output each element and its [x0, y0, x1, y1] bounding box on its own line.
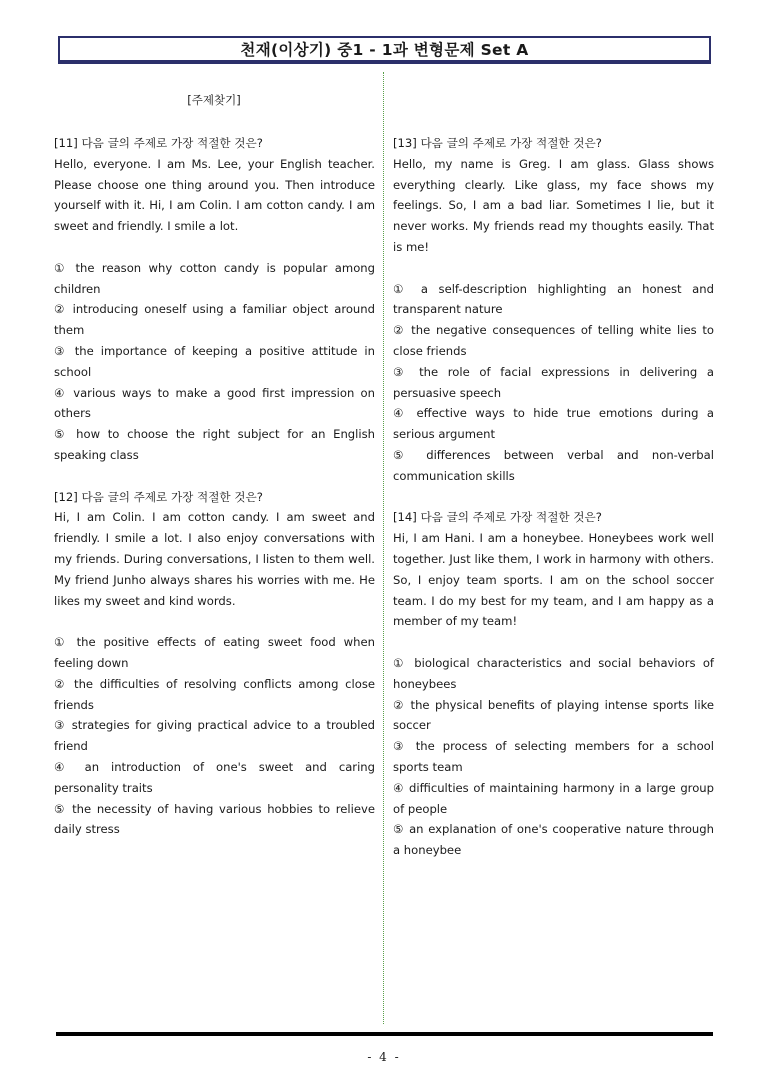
section-label: [주제찾기]	[187, 93, 241, 107]
page-title: 천재(이상기) 중1 - 1과 변형문제 Set A	[240, 41, 529, 59]
question-heading: [13] 다음 글의 주제로 가장 적절한 것은?	[393, 136, 602, 150]
answer-option[interactable]: ② the physical benefits of playing intense sports like soccer	[393, 697, 714, 733]
answer-option[interactable]: ① the positive effects of eating sweet food when feeling down	[54, 635, 375, 670]
answer-option[interactable]: ① a self-description highlighting an honest and transparent nature	[393, 281, 714, 317]
answer-option[interactable]: ④ effective ways to hide true emotions during a serious argument	[393, 406, 714, 442]
answer-options	[393, 653, 714, 861]
answer-options	[393, 279, 714, 487]
footer-rule	[56, 1032, 713, 1036]
answer-option[interactable]: ① biological characteristics and social behaviors of honeybees	[393, 655, 714, 691]
column-divider	[383, 72, 384, 1024]
answer-option[interactable]: ② the difficulties of resolving conflicts among close friends	[54, 676, 375, 712]
answer-option[interactable]: ⑤ differences between verbal and non-verbal communication skills	[393, 447, 714, 483]
answer-option[interactable]: ① the reason why cotton candy is popular among children	[54, 260, 375, 296]
answer-options	[54, 258, 375, 466]
question-14	[393, 507, 714, 861]
question-11	[54, 133, 375, 466]
answer-option[interactable]: ③ the process of selecting members for a school sports team	[393, 739, 714, 774]
question-13	[393, 133, 714, 487]
question-12	[54, 487, 375, 841]
answer-option[interactable]: ④ various ways to make a good first impression on others	[54, 385, 375, 421]
left-column	[54, 133, 375, 861]
question-passage: Hello, everyone. I am Ms. Lee, your English teacher. Please choose one thing around you. Then introduce yourself with it. Hi, I am Colin. I am cotton candy. I am sweet and friendly. I smile a lot.	[54, 156, 375, 234]
question-heading: [14] 다음 글의 주제로 가장 적절한 것은?	[393, 510, 602, 525]
right-column	[393, 133, 714, 882]
answer-options	[54, 632, 375, 840]
page-number: - 4 -	[367, 1050, 401, 1064]
answer-option[interactable]: ⑤ how to choose the right subject for an English speaking class	[54, 427, 375, 462]
question-passage: Hello, my name is Greg. I am glass. Glass shows everything clearly. Like glass, my face shows my feelings. So, I am a bad liar. Sometimes I lie, but it never works. My friends read my thoughts easily. That is me!	[393, 156, 714, 254]
answer-option[interactable]: ⑤ an explanation of one's cooperative nature through a honeybee	[393, 822, 714, 858]
answer-option[interactable]: ③ the role of facial expressions in delivering a persuasive speech	[393, 364, 714, 400]
title-box	[58, 36, 711, 64]
answer-option[interactable]: ③ the importance of keeping a positive attitude in school	[54, 343, 375, 379]
answer-option[interactable]: ② the negative consequences of telling white lies to close friends	[393, 323, 714, 358]
answer-option[interactable]: ④ difficulties of maintaining harmony in a large group of people	[393, 780, 714, 816]
question-heading: [12] 다음 글의 주제로 가장 적절한 것은?	[54, 489, 263, 504]
question-heading: [11] 다음 글의 주제로 가장 적절한 것은?	[54, 136, 263, 150]
question-passage: Hi, I am Colin. I am cotton candy. I am sweet and friendly. I smile a lot. I also enjoy conversations with my friends. During conversations, I listen to them well. My friend Junho always shares his worries with me. He likes my sweet and kind words.	[54, 510, 375, 608]
answer-option[interactable]: ④ an introduction of one's sweet and caring personality traits	[54, 759, 375, 795]
answer-option[interactable]: ③ strategies for giving practical advice to a troubled friend	[54, 718, 375, 754]
answer-option[interactable]: ② introducing oneself using a familiar object around them	[54, 302, 375, 338]
answer-option[interactable]: ⑤ the necessity of having various hobbies to relieve daily stress	[54, 801, 375, 837]
question-passage: Hi, I am Hani. I am a honeybee. Honeybees work well together. Just like them, I work in harmony with others. So, I enjoy team sports. I am on the school soccer team. I do my best for my team, and I am happy as a member of my team!	[393, 531, 714, 629]
